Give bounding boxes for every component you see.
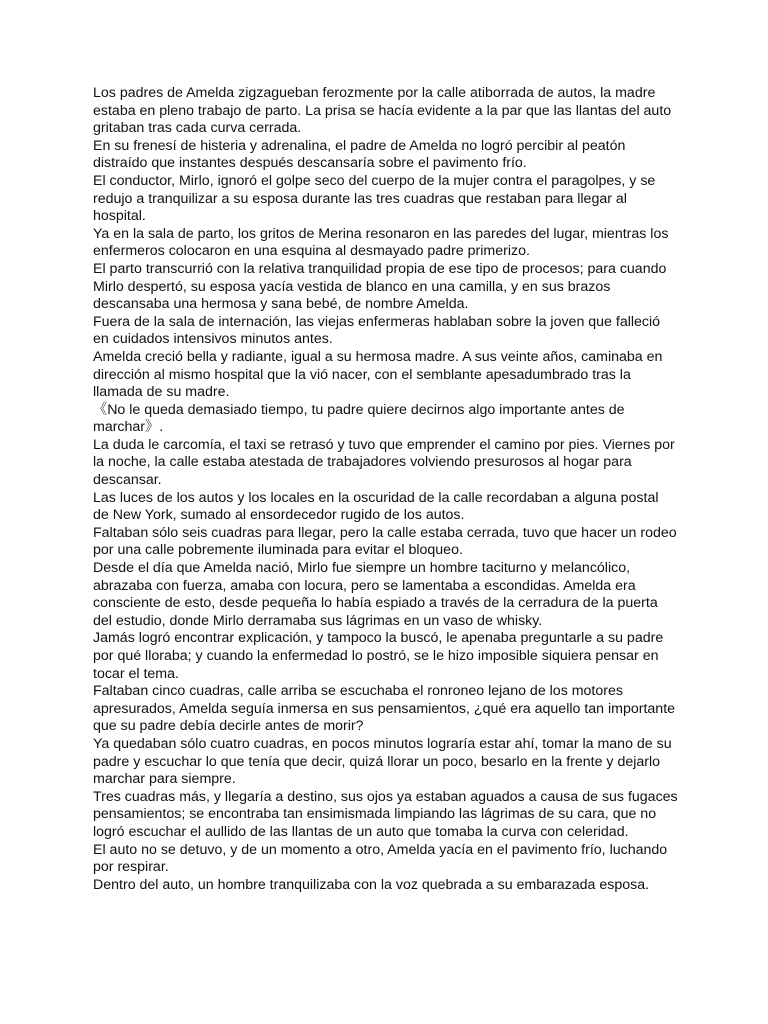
paragraph-1: Los padres de Amelda zigzagueban ferozmente por la calle atiborrada de autos, la madre estaba en pleno trabajo de parto. La prisa se hacía evidente a la par que las llantas del auto gritaban tras cada curva cerrada. bbox=[93, 85, 672, 137]
paragraph-8: 《No le queda demasiado tiempo, tu padre quiere decirnos algo importante antes de marchar》. bbox=[93, 401, 625, 436]
paragraph-9: La duda le carcomía, el taxi se retrasó y tuvo que emprender el camino por pies. Viernes por la noche, la calle estaba atestada de trabajadores volviendo presurosos al hogar para descansar. bbox=[93, 436, 675, 489]
paragraph-16: Tres cuadras más, y llegaría a destino, sus ojos ya estaban aguados a causa de sus fugaces pensamientos; se encontraba tan ensimismada limpiando las lágrimas de su cara, que no logró escuchar el aullido de las llantas de un auto que tomaba la curva con celeridad. bbox=[93, 788, 678, 840]
paragraph-12: Desde el día que Amelda nació, Mirlo fue siempre un hombre taciturno y melancólico, abrazaba con fuerza, amaba con locura, pero se lamentaba a escondidas. Amelda era consciente de esto, desde pequeña lo había espiado a través de la cerradura de la puerta del estudio, donde Mirlo derramaba sus lágrimas en un vaso de whisky. bbox=[93, 560, 658, 629]
paragraph-5: El parto transcurrió con la relativa tranquilidad propia de ese tipo de procesos; para cuando Mirlo despertó, su esposa yacía vestida de blanco en una camilla, y en sus brazos descansaba una hermosa y sana bebé, de nombre Amelda. bbox=[93, 260, 667, 313]
paragraph-18: Dentro del auto, un hombre tranquilizaba con la voz quebrada a su embarazada esposa. bbox=[93, 876, 650, 893]
paragraph-4: Ya en la sala de parto, los gritos de Merina resonaron en las paredes del lugar, mientras los enfermeros colocaron en una esquina al desmayado padre primerizo. bbox=[93, 225, 669, 260]
paragraph-3: El conductor, Mirlo, ignoró el golpe seco del cuerpo de la mujer contra el paragolpes, y se redujo a tranquilizar a su esposa durante las tres cuadras que restaban para llegar al hospital. bbox=[93, 172, 656, 225]
paragraph-10: Las luces de los autos y los locales en la oscuridad de la calle recordaban a alguna postal de New York, sumado al ensordecedor rugido de los autos. bbox=[93, 489, 659, 524]
story-text bbox=[93, 85, 678, 894]
paragraph-13: Jamás logró encontrar explicación, y tampoco la buscó, le apenaba preguntarle a su padre por qué lloraba; y cuando la enfermedad lo postró, se le hizo imposible siquiera pensar en tocar el tema. bbox=[93, 630, 664, 682]
paragraph-14: Faltaban cinco cuadras, calle arriba se escuchaba el ronroneo lejano de los motores apresurados, Amelda seguía inmersa en sus pensamientos, ¿qué era aquello tan importante que su padre debía decirle antes de morir? bbox=[93, 683, 676, 735]
paragraph-11: Faltaban sólo seis cuadras para llegar, pero la calle estaba cerrada, tuvo que hacer un rodeo por una calle pobremente iluminada para evitar el bloqueo. bbox=[93, 524, 677, 559]
paragraph-17: El auto no se detuvo, y de un momento a otro, Amelda yacía en el pavimento frío, luchando por respirar. bbox=[93, 841, 668, 876]
paragraph-2: En su frenesí de histeria y adrenalina, el padre de Amelda no logró percibir al peatón distraído que instantes después descansaría sobre el pavimento frío. bbox=[93, 137, 626, 172]
paragraph-15: Ya quedaban sólo cuatro cuadras, en pocos minutos lograría estar ahí, tomar la mano de su padre y escuchar lo que tenía que decir, quizá llorar un poco, besarlo en la frente y dejarlo marchar para siempre. bbox=[93, 735, 672, 788]
paragraph-6: Fuera de la sala de internación, las viejas enfermeras hablaban sobre la joven que falleció en cuidados intensivos minutos antes. bbox=[93, 313, 661, 348]
paragraph-7: Amelda creció bella y radiante, igual a su hermosa madre. A sus veinte años, caminaba en dirección al mismo hospital que la vió nacer, con el semblante apesadumbrado tras la llamada de su madre. bbox=[93, 348, 663, 401]
